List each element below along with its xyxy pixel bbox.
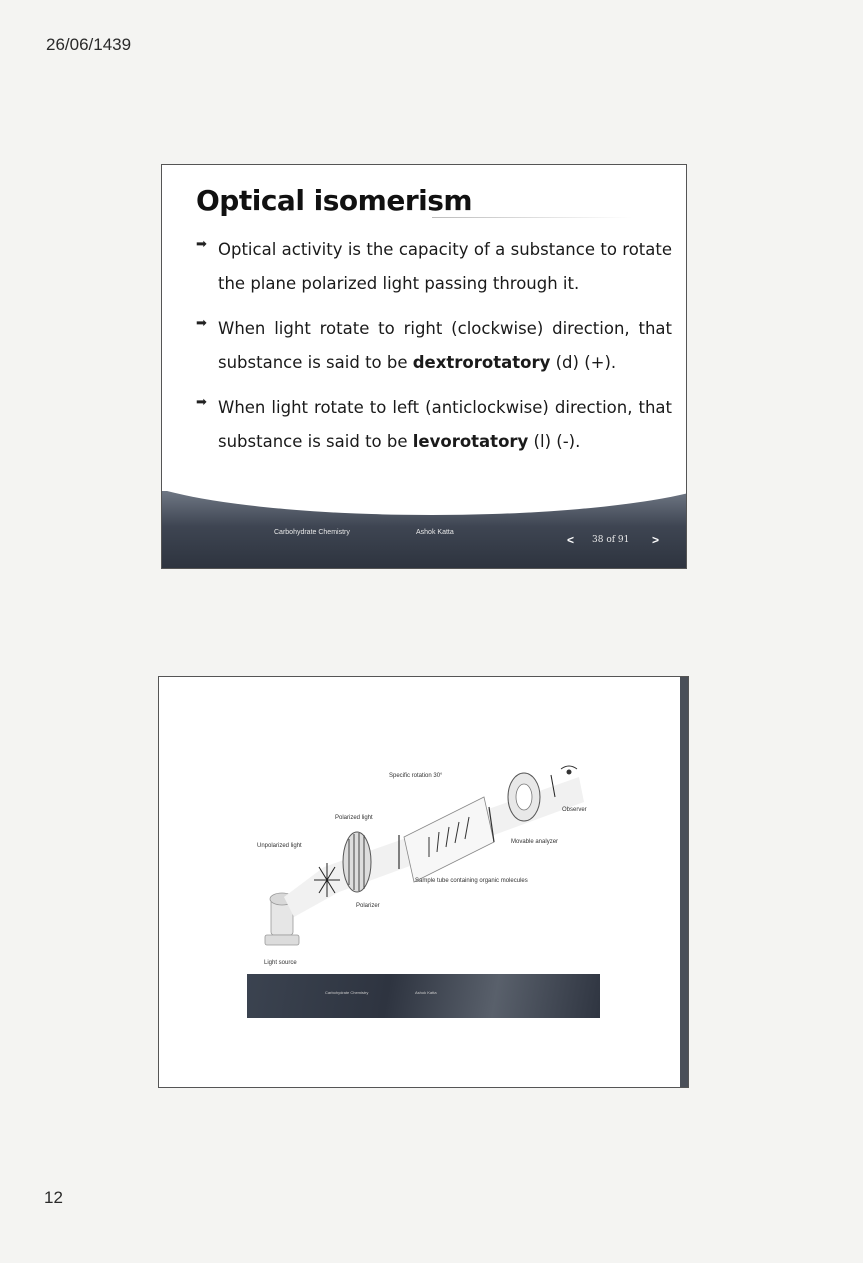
bullet-item [196, 312, 672, 380]
label-movable-analyzer: Movable analyzer [511, 839, 559, 845]
page-date: 26/06/1439 [46, 35, 132, 54]
bullet-item [196, 233, 672, 301]
next-slide-icon[interactable]: > [652, 533, 660, 547]
mini-footer-author: Ashok Katta [415, 990, 437, 995]
label-polarized-light: Polarized light [335, 815, 373, 821]
page-number: 12 [44, 1188, 63, 1207]
slide-page-indicator: 38 of 91 [592, 535, 630, 545]
mini-footer-course: Carbohydrate Chemistry [325, 990, 369, 995]
label-observer: Observer [562, 807, 587, 813]
polarimeter-diagram [159, 677, 682, 977]
observer-eye-icon [561, 766, 577, 775]
bullet-text: When light rotate to right (clockwise) direction, that substance is said to be dextrorotatory (d) (+). [218, 319, 672, 372]
label-unpolarized-light: Unpolarized light [257, 843, 302, 849]
sample-tube-icon [404, 797, 494, 882]
prev-slide-icon[interactable]: < [567, 533, 575, 547]
polarizer-icon [343, 832, 371, 892]
term-levorotatory: levorotatory [412, 432, 529, 451]
arrow-bullet-icon: ➡ [196, 236, 207, 251]
arrow-bullet-icon: ➡ [196, 394, 207, 409]
label-polarizer: Polarizer [356, 903, 380, 909]
slide-title: Optical isomerism [196, 184, 473, 217]
label-light-source: Light source [264, 960, 297, 966]
term-dextrorotatory: dextrorotatory [412, 353, 551, 372]
embedded-slide-footer [247, 974, 600, 1018]
title-underline [432, 217, 632, 218]
label-sample-tube: Sample tube containing organic molecules [415, 878, 528, 884]
arrow-bullet-icon: ➡ [196, 315, 207, 330]
bullet-item [196, 391, 672, 459]
bullet-text: Optical activity is the capacity of a substance to rotate the plane polarized light passing through it. [218, 240, 672, 293]
footer-author: Ashok Katta [416, 529, 454, 536]
footer-course: Carbohydrate Chemistry [274, 529, 350, 536]
slide-polarimeter-diagram [158, 676, 689, 1088]
label-specific-rotation: Specific rotation 30° [389, 773, 443, 779]
bullet-text: When light rotate to left (anticlockwise) direction, that substance is said to be levorotatory (l) (-). [218, 398, 672, 451]
slide-optical-isomerism [161, 164, 687, 569]
